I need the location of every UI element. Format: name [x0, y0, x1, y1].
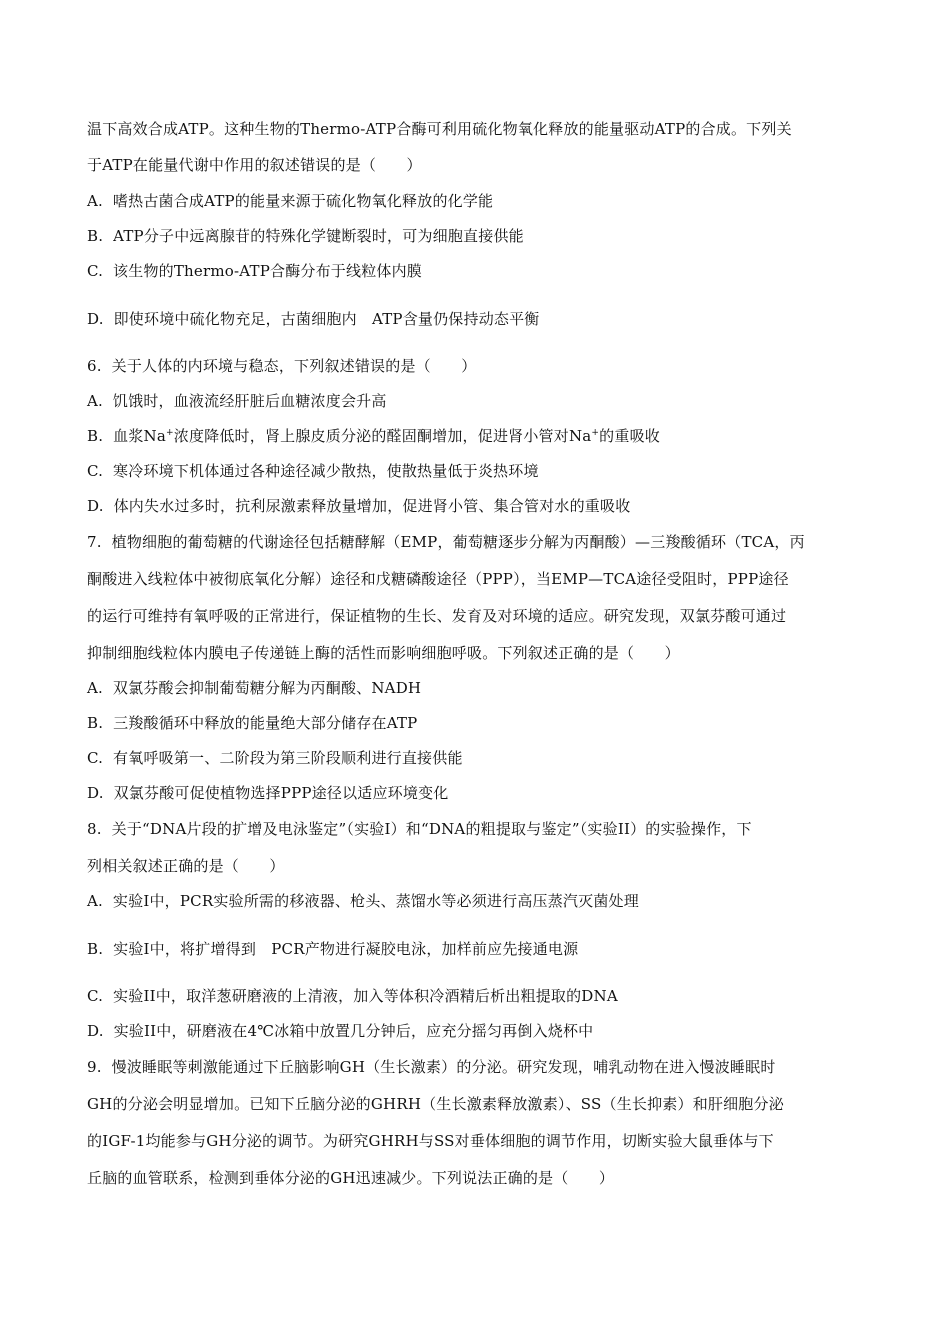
q7-stem-line-3: 的运行可维持有氧呼吸的正常进行，保证植物的生长、发育及对环境的适应。研究发现，双氯芬酸可通过: [87, 607, 787, 625]
q6-option-b: [87, 426, 867, 446]
q7-option-d: D. 双氯芬酸可促使植物选择PPP途径以适应环境变化: [87, 784, 449, 802]
q9-stem-line-3: 的IGF-1均能参与GH分泌的调节。为研究GHRH与SS对垂体细胞的调节作用，切断实验大鼠垂体与下: [87, 1132, 774, 1150]
q6-option-a: A. 饥饿时，血液流经肝脏后血糖浓度会升高: [87, 392, 387, 410]
q5-option-a: A. 嗜热古菌合成ATP的能量来源于硫化物氧化释放的化学能: [87, 192, 494, 210]
q7-option-c: C. 有氧呼吸第一、二阶段为第三阶段顺利进行直接供能: [87, 749, 463, 767]
q7-stem-line-4: 抑制细胞线粒体内膜电子传递链上酶的活性而影响细胞呼吸。下列叙述正确的是（ ）: [87, 644, 680, 662]
q6-option-c: C. 寒冷环境下机体通过各种途径减少散热，使散热量低于炎热环境: [87, 462, 539, 480]
q7-option-a: A. 双氯芬酸会抑制葡萄糖分解为丙酮酸、NADH: [87, 679, 422, 697]
q5-option-d: D. 即使环境中硫化物充足，古菌细胞内 ATP含量仍保持动态平衡: [87, 310, 540, 328]
q8-option-b: B. 实验I中，将扩增得到 PCR产物进行凝胶电泳，加样前应先接通电源: [87, 940, 579, 958]
q7-option-b: B. 三羧酸循环中释放的能量绝大部分储存在ATP: [87, 714, 418, 732]
q7-stem-line-2: 酮酸进入线粒体中被彻底氧化分解）途径和戊糖磷酸途径（PPP），当EMP—TCA途径受阻时，PPP途径: [87, 570, 789, 588]
q9-stem-line-1: 9. 慢波睡眠等刺激能通过下丘脑影响GH（生长激素）的分泌。研究发现，哺乳动物在进入慢波睡眠时: [87, 1058, 776, 1076]
q6-stem: 6. 关于人体的内环境与稳态，下列叙述错误的是（ ）: [87, 357, 477, 375]
q8-option-d: D. 实验II中，研磨液在4℃冰箱中放置几分钟后，应充分摇匀再倒入烧杯中: [87, 1022, 594, 1040]
q6-option-b-part2: 浓度降低时，肾上腺皮质分泌的醛固酮增加，促进肾小管对Na: [173, 427, 592, 445]
q6-option-d: D. 体内失水过多时，抗利尿激素释放量增加，促进肾小管、集合管对水的重吸收: [87, 497, 631, 515]
q6-option-b-part3: 的重吸收: [599, 427, 660, 445]
q8-option-a: A. 实验I中，PCR实验所需的移液器、枪头、蒸馏水等必须进行高压蒸汽灭菌处理: [87, 892, 639, 910]
q8-stem-line-1: 8. 关于“DNA片段的扩增及电泳鉴定”（实验I）和“DNA的粗提取与鉴定”（实验II）的实验操作，下: [87, 820, 752, 838]
q7-stem-line-1: 7. 植物细胞的葡萄糖的代谢途径包括糖酵解（EMP，葡萄糖逐步分解为丙酮酸）—三羧酸循环（TCA，丙: [87, 533, 805, 551]
superscript-plus: +: [591, 428, 600, 438]
superscript-plus: +: [166, 428, 174, 438]
q9-stem-line-2: GH的分泌会明显增加。已知下丘脑分泌的GHRH（生长激素释放激素）、SS（生长抑素）和肝细胞分泌: [87, 1095, 784, 1113]
q9-stem-line-4: 丘脑的血管联系，检测到垂体分泌的GH迅速减少。下列说法正确的是（ ）: [87, 1169, 615, 1187]
q5-stem-line-1: 温下高效合成ATP。这种生物的Thermo-ATP合酶可利用硫化物氧化释放的能量驱动ATP的合成。下列关: [87, 120, 792, 138]
q5-option-b: B. ATP分子中远离腺苷的特殊化学键断裂时，可为细胞直接供能: [87, 227, 524, 245]
q6-option-b-part1: B. 血浆Na: [87, 427, 166, 445]
q5-stem-line-2: 于ATP在能量代谢中作用的叙述错误的是（ ）: [87, 156, 422, 174]
q8-stem-line-2: 列相关叙述正确的是（ ）: [87, 857, 285, 875]
q5-option-c: C. 该生物的Thermo-ATP合酶分布于线粒体内膜: [87, 262, 422, 280]
q8-option-c: C. 实验II中，取洋葱研磨液的上清液，加入等体积冷酒精后析出粗提取的DNA: [87, 987, 618, 1005]
